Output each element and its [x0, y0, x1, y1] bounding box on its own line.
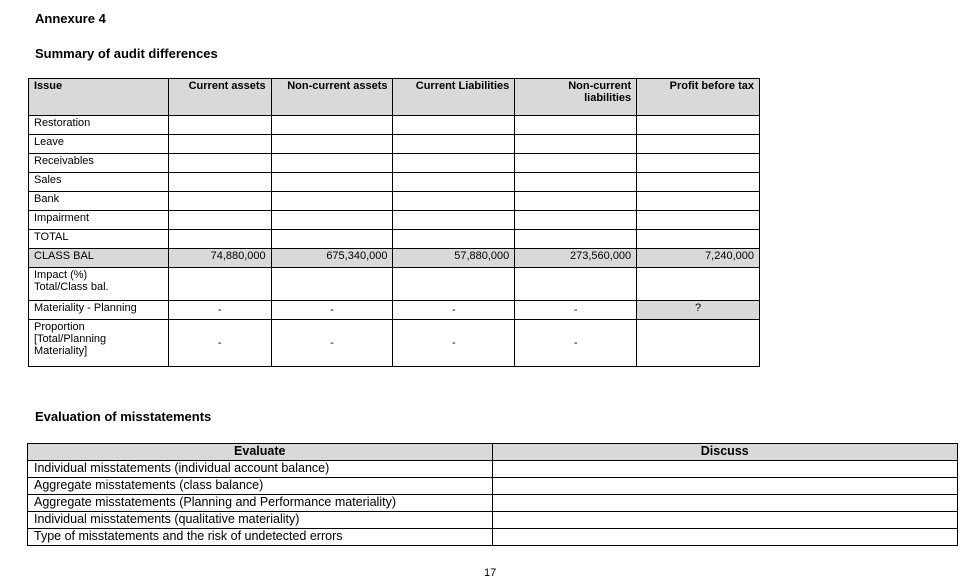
cell [637, 135, 760, 154]
header-cell: Current Liabilities [393, 79, 515, 116]
row-label: CLASS BAL [29, 249, 169, 268]
cell [393, 116, 515, 135]
header-cell: Discuss [492, 444, 957, 461]
cell [168, 268, 271, 301]
cell [271, 135, 393, 154]
materiality-row [29, 301, 760, 320]
discuss-cell [492, 461, 957, 478]
row-label: Materiality - Planning [29, 301, 169, 320]
cell [271, 154, 393, 173]
cell [393, 192, 515, 211]
cell [168, 116, 271, 135]
cell: ? [637, 301, 760, 320]
issue-row [29, 192, 760, 211]
cell [515, 154, 637, 173]
evaluation-title: Evaluation of misstatements [35, 409, 212, 424]
cell: - [515, 320, 637, 367]
issue-row [29, 230, 760, 249]
page-number: 17 [484, 567, 497, 579]
cell: 273,560,000 [515, 249, 637, 268]
cell [168, 192, 271, 211]
evaluate-cell: Aggregate misstatements (Planning and Performance materiality) [28, 495, 493, 512]
header-cell: Evaluate [28, 444, 493, 461]
cell [515, 268, 637, 301]
cell [637, 268, 760, 301]
cell [515, 173, 637, 192]
cell [271, 211, 393, 230]
evaluation-table [27, 443, 958, 546]
cell [168, 135, 271, 154]
discuss-cell [492, 512, 957, 529]
cell [637, 320, 760, 367]
row-label: Proportion [Total/Planning Materiality] [29, 320, 169, 367]
cell [271, 192, 393, 211]
discuss-cell [492, 529, 957, 546]
cell: - [515, 301, 637, 320]
issue-row [29, 173, 760, 192]
discuss-cell [492, 495, 957, 512]
header-cell: Profit before tax [637, 79, 760, 116]
audit-differences-table [28, 78, 760, 367]
impact-row [29, 268, 760, 301]
header-cell: Issue [29, 79, 169, 116]
cell [168, 230, 271, 249]
evaluation-row [28, 478, 958, 495]
row-label: Impairment [29, 211, 169, 230]
evaluate-cell: Aggregate misstatements (class balance) [28, 478, 493, 495]
row-label: TOTAL [29, 230, 169, 249]
cell [637, 192, 760, 211]
cell [168, 154, 271, 173]
cell [637, 211, 760, 230]
cell [637, 116, 760, 135]
row-label: Restoration [29, 116, 169, 135]
row-label: Sales [29, 173, 169, 192]
cell [393, 135, 515, 154]
evaluation-row [28, 512, 958, 529]
cell [271, 230, 393, 249]
header-row [28, 444, 958, 461]
cell [168, 211, 271, 230]
evaluate-cell: Individual misstatements (individual account balance) [28, 461, 493, 478]
cell [515, 230, 637, 249]
discuss-cell [492, 478, 957, 495]
evaluate-cell: Type of misstatements and the risk of undetected errors [28, 529, 493, 546]
cell: - [168, 320, 271, 367]
row-label: Bank [29, 192, 169, 211]
cell: - [271, 320, 393, 367]
proportion-row [29, 320, 760, 367]
cell [515, 116, 637, 135]
cell: 7,240,000 [637, 249, 760, 268]
cell: 74,880,000 [168, 249, 271, 268]
issue-row [29, 154, 760, 173]
cell [393, 173, 515, 192]
cell [637, 173, 760, 192]
cell [271, 116, 393, 135]
row-label: Receivables [29, 154, 169, 173]
evaluation-row [28, 529, 958, 546]
cell [271, 173, 393, 192]
issue-row [29, 135, 760, 154]
summary-title: Summary of audit differences [35, 46, 218, 61]
cell [515, 211, 637, 230]
annexure-heading: Annexure 4 [35, 11, 106, 26]
cell [393, 154, 515, 173]
evaluation-row [28, 495, 958, 512]
cell [271, 268, 393, 301]
header-row [29, 79, 760, 116]
cell: - [271, 301, 393, 320]
cell [515, 135, 637, 154]
row-label: Leave [29, 135, 169, 154]
issue-row [29, 116, 760, 135]
cell [637, 154, 760, 173]
evaluate-cell: Individual misstatements (qualitative materiality) [28, 512, 493, 529]
header-cell: Non-current liabilities [515, 79, 637, 116]
header-cell: Non-current assets [271, 79, 393, 116]
cell: - [393, 301, 515, 320]
cell [393, 268, 515, 301]
cell: - [168, 301, 271, 320]
cell: 57,880,000 [393, 249, 515, 268]
evaluation-row [28, 461, 958, 478]
cell [515, 192, 637, 211]
cell: 675,340,000 [271, 249, 393, 268]
header-cell: Current assets [168, 79, 271, 116]
cell [168, 173, 271, 192]
cell [637, 230, 760, 249]
cell: - [393, 320, 515, 367]
issue-row [29, 211, 760, 230]
cell [393, 211, 515, 230]
cell [393, 230, 515, 249]
row-label: Impact (%) Total/Class bal. [29, 268, 169, 301]
class-bal-row [29, 249, 760, 268]
